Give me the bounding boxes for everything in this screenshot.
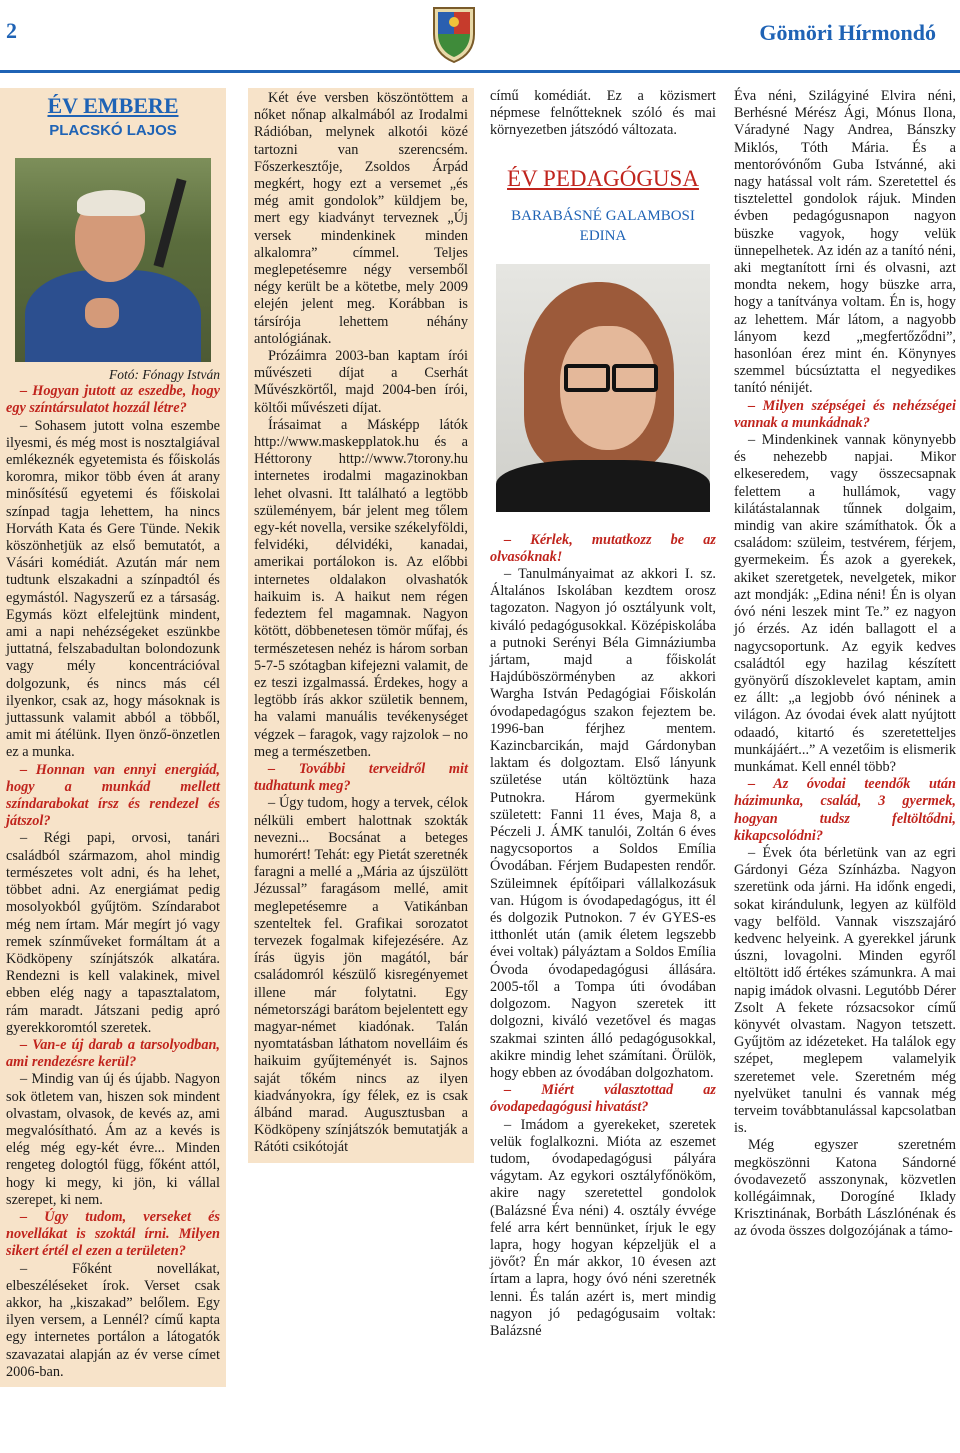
paragraph: – Tanulmányaimat az akkori I. sz. Általános Iskolában kezdtem orosz tagozaton. Nagyon jó osztályunk volt, kiváló pedagógusokkal. Középiskolába a putnoki Serényi Béla Gimnáziumba jártam, majd a főiskolát Hajdúböszörményben az akkori Wargha István Pedagógiai Főiskolán óvodapedagógus szakon fejeztem be. 1996-ban férjhez mentem. Kazincbarcikán, majd Gárdonyban laktam és dolgoztam. Első lányunk születése után költöztünk haza Putnokra. Három gyermekünk született: Fanni 11 éves, Maja 8, a Péczeli J. ÁMK tanulói, Zoltán 6 éves nagycsoportos a Soldos Emília Óvodában. Férjem Budapesten rendőr. Szüleimnek építőipari vállalkozásuk van. Húgom is óvodapedagógus, itt él és dolgozik Putnokon. 7 év GYES-es itthonlét után (amik életem legszebb évei voltak) pályáztam a Soldos Emília Óvoda óvodapedagógusi állására. 2005-től a Tompa úti óvodában dolgozom. Nagyon szeretek itt dolgozni, kiváló vezetővel és magas szakmai szinten álló pedagógusokkal, akikre mindig lehet számítani. Örülök, hogy ebben az óvodában dolgozhatom. (490, 566, 716, 1081)
column-2 (248, 88, 474, 1163)
paragraph: – Régi papi, orvosi, tanári családból származom, ahol mindig természetes volt adni, és ha lehet, többet adni. Az energiámat pedig mosolyokból gyűjtöm. Színdarabot még nem írtam. Már megírt jó vagy remek színműveket formáltam át a Ködköpeny színjátszók alkatára. Rendezni is kell valakinek, mivel ebben elég nagy a tapasztalatom, rám maradt. Játszani pedig apró gyerekkoromtól szeretek. (6, 830, 220, 1036)
paragraph: Írásaimat a Másképp látók http://www.maskepplatok.hu és a Héttorony http://www.7torony.hu internetes irodalmi magazinokban lehet olvasni. Itt található a legtöbb szüleményem, bár jelent meg tőlem egy-két novella, versike székelyföldi, felvidéki, délvidéki, kanadai, amerikai portálokon is. Az előbbi internetes oldalakon olvashatók haikuim is. A haikut nem régen fedeztem fel magamnak. Nagyon kötött, döbbenetesen tömör műfaj, és természetesen nehéz is három sorban 5-7-5 szótagban kifejezni valamit, de ez teszi izgalmassá. Érdekes, hogy a legtöbb írás akkor születik bennem, ha valami manuális tevékenységet végzek – faragok, vagy rajzolok – no meg a természetben. (254, 416, 468, 760)
portrait-photo-barabasne (496, 264, 710, 512)
article-subtitle-placsko-lajos: PLACSKÓ LAJOS (49, 122, 177, 139)
column-4 (734, 88, 956, 1241)
interview-question: – Milyen szépségei és nehézségei vannak a munkádnak? (734, 397, 956, 431)
article-subtitle-barabasne: BARABÁSNÉ GALAMBOSI EDINA (511, 207, 695, 244)
interview-question: – Az óvodai teendők után házimunka, család, 3 gyermek, hogyan tudsz feltöltődni, kikapcsolódni? (734, 776, 956, 844)
paragraph: – Imádom a gyerekeket, szeretek velük foglalkozni. Miótа az eszemet tudom, óvodapedagógusi pályára vágytam. Az egykori osztályfőnököm, akire nagy szeretettel gondolok (Balázsné Éva néni) 4. osztály évvége felé arra kért bennünket, írjuk le egy lapra, hogy hogyan képzeljük el a jövőt? Én már akkor, 10 évesen azt írtam a lapra, hogy óvó néni szeretnék lenni. És talán azért is, mert mindig nagyon jó pedagógusaim voltak: Balázsné (490, 1116, 716, 1339)
header-rule (0, 70, 960, 73)
paragraph: – Úgy tudom, hogy a tervek, célok nélküli embert halottnak szokták nevezni... Bocsánat a beteges humorért! Tehát: egy Pietát szeretnék faragni a mellé a „Mária az újszülött Jézussal” faragásom mellé, amit meglepetésemre a Vatikánban szenteltek fel. Grafikai sorozatot tervezek fogalmak kifejezésére. Az írás ügyis jön magától, bár családomról készülő kisregényemet illene már folytatni. Egy németországi barátom bejelentett egy magyar-német kiadónak. Talán nyomtatásban láthatom novelláim és haikuim gyűjteményét is. Sajnos saját tőkém nincs az ilyen kiadványokra, így félek, ez is csak álbánd marad. Augusztusban a Ködköpeny színjátszók bemutatják a Rátóti csikótoját (254, 795, 468, 1156)
paragraph: – Évek óta bérletünk van az egri Gárdonyi Géza Színházba. Nagyon szeretünk oda járni. Ha időnk engedi, sokat kirándulunk, legyen az külföld vagy belföld. Vannak viszszajáró kedvenc helyeink. A gyerekkel járunk úszni, lovagolni. Minden egyről eltöltött idő értékes számunkra. A mai napig imádok olvasni. Legutóbb Dérer Zsolt A fekete rózsacsokor című könyvét olvastam. Nagyon tetszett. Gyűjtöm az idézeteket. Ha találok egy szépet, meglepem valamelyik szeretemet vele. Szeretném még nyelvüket tanulni és vannak még terveim továbbtanulással kapcsolatban is. (734, 844, 956, 1137)
paragraph: – Sohasem jutott volna eszembe ilyesmi, és még most is nosztalgiával emlékeznék egyetemista és főiskolás koromra, mikor több éven át arany minősítésű egyetemi és főiskolai színpad tagja lehettem, ha nincs Horváth Kata és Gere Tünde. Nekik köszönhetjük az első bemutatót, a Vásári komédiát. Azután már nem tudtunk elszakadni a színpadtól és egymástól. Nagyszerű ez a társaság. Egymás közt elfelejtünk mindent, ami a napi nehézségeket eszünkbe juttatná, felszabadultan bolondozunk vagy mély koncentrációval dolgozunk, és nincs más cél ilyenkor, csak az, hogy másoknak is juttassunk valamit abból a többől, amit mi átélünk. Ilyen önző-önzetlen ez a munka. (6, 417, 220, 761)
paragraph: – Mindig van új és újabb. Nagyon sok ötletem van, hiszen sok mindent olvastam, olvasok, de kevés az, ami megvalósítható. Ám az a kevés is elég még egy-két évre... Minden rengeteg dologtól függ, főként attól, hogy ki megy, ki jön, ki vállal szerepet, ki nem. (6, 1071, 220, 1208)
page-number: 2 (6, 18, 17, 43)
paragraph: Prózáimra 2003-ban kaptam írói művészeti díjat a Cserhát Művészkörtől, majd 2004-ben írói, költői művészeti díjat. (254, 348, 468, 416)
interview-question: – Honnan van ennyi energiád, hogy a munkád mellett színdarabokat írsz és rendezel és játszol? (6, 761, 220, 830)
photo-caption: Fotó: Fónagy István (109, 367, 220, 382)
paragraph: Két éve versben köszöntöttem a nőket nőnap alkalmából az Irodalmi Rádióban, melynek alkotói közé tartozni van szerencsém. Főszerkesztője, Zsoldos Árpád megkért, hogy ezt a versemet „és még amit gondolok” küldjem be, mert egy kiadványt terveznek „Új versek mindenkinek minden alkalomra” címmel. Teljes meglepetésemre négy versemből négy került be a kötetbe, mely 2009 elején jelent meg. Korábban is társírója lehettem néhány antológiának. (254, 90, 468, 347)
column-3 (490, 88, 716, 1340)
column-4-text (734, 88, 956, 1241)
interview-question: – Úgy tudom, verseket és novellákat is szoktál írni. Milyen sikert értél el ezen a területen? (6, 1208, 220, 1260)
paragraph: – Mindenkinek vannak könynyebb és nehezebb napjai. Mikor elkeseredem, vagy összecsapnak felettem a hullámok, vagy kilátástalannak tűnnek dolgaim, mindig van akire számíthatok. Ők a családom: szüleim, testvérem, férjem, gyermekeim. És azok a gyerekek, akiket szeretgetek, nevelgetek, mikor azt mondják: „Edina néni! Én is olyan óvó néni leszek mint Te.” ez nagyon jó érzés. Az idén ballagott el a nagycsoportunk. Az egyik kedves családtól egy hazilag készített gyönyörű díszoklevelet kaptam, amin ez állt: „a legjobb óvó néninek a világon. Az óvodai évek alatt nyújtott odaadó, kitartó és szeretetteljes munkájáért...” A vezetőim is elismerik munkámat. Kell ennél több? (734, 432, 956, 775)
interview-question: – Kérlek, mutatkozz be az olvasóknak! (490, 531, 716, 565)
person-of-year-box-continued (248, 88, 474, 1163)
column-1-text (6, 383, 220, 1381)
column-3-intro-text (490, 88, 716, 140)
newspaper-name: Gömöri Hírmondó (759, 20, 936, 45)
interview-question: – Van-e új darab a tarsolyodban, ami rendezésre kerül? (6, 1036, 220, 1071)
column-2-text (254, 90, 468, 1157)
interview-question: – További terveidről mit tudhatunk meg? (254, 760, 468, 795)
column-3-text (490, 532, 716, 1341)
coat-of-arms-icon (430, 2, 478, 64)
interview-question: – Miért választottad az óvodapedagógusi hivatást? (490, 1082, 716, 1116)
article-title-ev-pedagogusa: ÉV PEDAGÓGUSA (507, 165, 699, 191)
person-of-year-box (0, 88, 226, 1387)
portrait-photo-placsko (15, 158, 211, 362)
article-title-ev-embere: ÉV EMBERE (47, 93, 179, 118)
interview-question: – Hogyan jutott az eszedbe, hogy egy színtársulatot hozzál létre? (6, 383, 220, 417)
paragraph: Éva néni, Szilágyiné Elvira néni, Berhésné Mérész Ági, Mónus Ilona, Váradyné Nagy Andrea, Bánszky Miklós, Tóth Mária. És a mentoróvónőm Guba Istvánné, aki nagy hatással volt rám. Szeretettel és tisztelettel gondolok rájuk. Minden évben pedagógusnapon nagyon büszke vagyok, hogy velük ünnepelhetek. Az idén az a tanító néni, aki megtanított írni és olvasni, azt mondta nekem, hogy büszke arra, hogy a tanítványa voltam. Én is, hogy az lehettem. Már látom, a nagyobb lányom kezd „megfertőződni”, hasonlóan érez mint én. Könynyes szemmel búcsúztatta el negyedikes tanító nénijét. (734, 88, 956, 397)
paragraph: című komédiát. Ez a közismert népmese felnőtteknek szóló és mai környezetben játszódó változata. (490, 88, 716, 139)
paragraph: – Főként novellákat, elbeszéléseket írok. Verset csak akkor, ha „kiszakad” belőlem. Egy ilyen versem, a Lennél? című kapta egy internetes portálon a látogatók szavazatai alapján az év verse címet 2006-ban. (6, 1260, 220, 1380)
column-1 (0, 88, 226, 1387)
paragraph: Még egyszer szeretném megköszönni Katona Sándorné óvodavezető asszonynak, közvetlen kollégáimnak, Dorogíné Iklady Krisztinának, Borbáth Lászlónénak és az óvoda összes dolgozójának a támo- (734, 1137, 956, 1240)
